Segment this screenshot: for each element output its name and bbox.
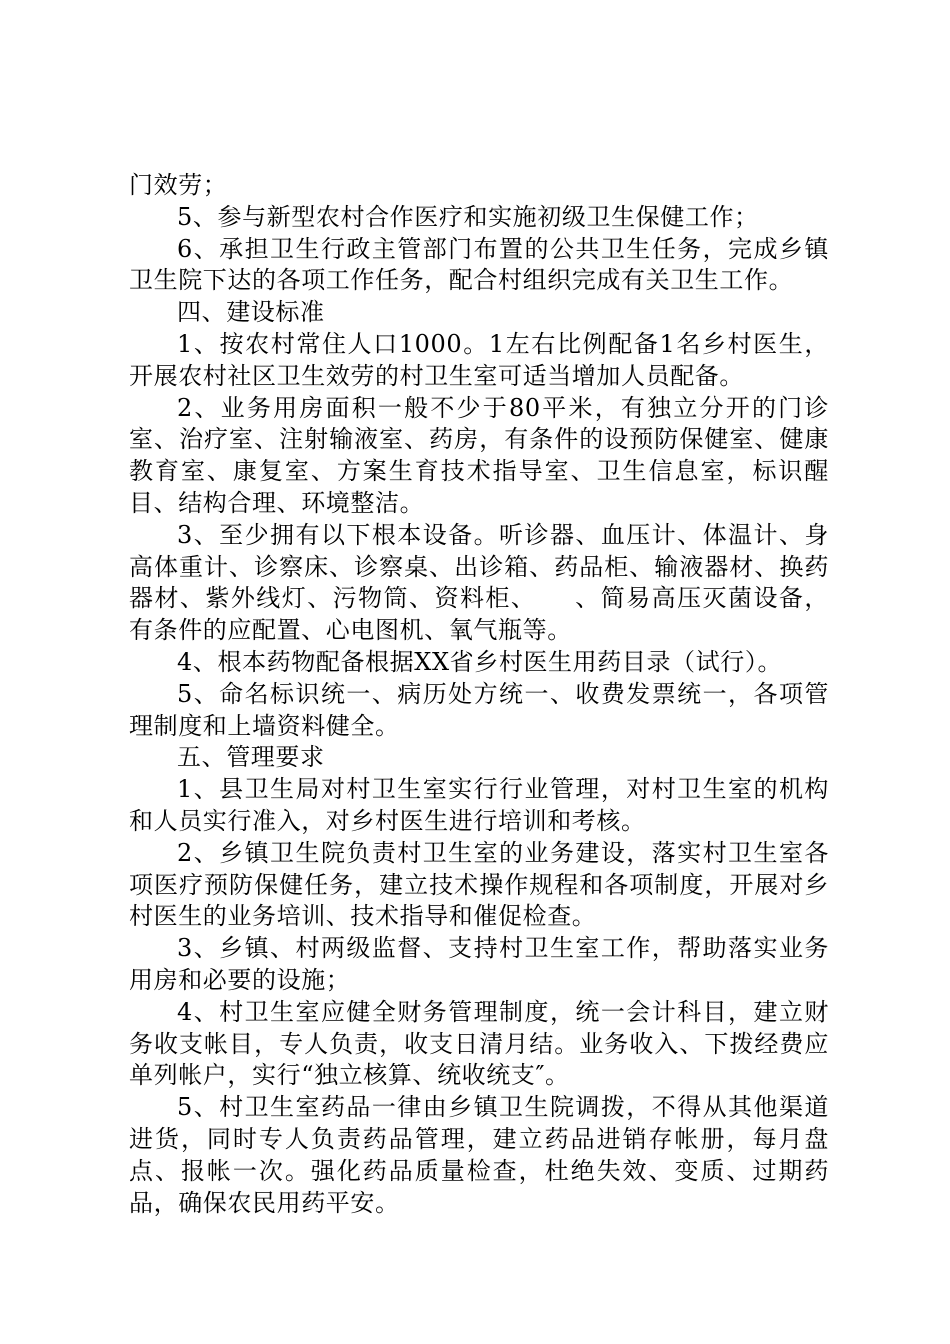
paragraph-standard-2: 2、业务用房面积一般不少于80平米，有独立分开的门诊室、治疗室、注射输液室、药房，有条件的设预防保健室、健康教育室、康复室、方案生育技术指导室、卫生信息室，标识醒目、结构合理、环境整洁。 xyxy=(129,393,829,517)
section-heading-4: 四、建设标准 xyxy=(177,298,325,327)
section-heading-5: 五、管理要求 xyxy=(177,743,325,772)
paragraph-standard-3: 3、至少拥有以下根本设备。听诊器、血压计、体温计、身高体重计、诊察床、诊察桌、出诊箱、药品柜、输液器材、换药器材、紫外线灯、污物筒、资料柜、 、简易高压灭菌设备，有条件的应配置、心电图机、氧气瓶等。 xyxy=(129,520,829,645)
paragraph-management-1: 1、县卫生局对村卫生室实行行业管理，对村卫生室的机构和人员实行准入，对乡村医生进行培训和考核。 xyxy=(129,775,829,835)
paragraph-management-2: 2、乡镇卫生院负责村卫生室的业务建设，落实村卫生室各项医疗预防保健任务，建立技术操作规程和各项制度，开展对乡村医生的业务培训、技术指导和催促检查。 xyxy=(129,838,829,931)
paragraph-standard-1: 1、按农村常住人口1000。1左右比例配备1名乡村医生，开展农村社区卫生效劳的村卫生室可适当增加人员配备。 xyxy=(129,329,829,390)
document-body xyxy=(129,170,829,1219)
paragraph-item-6: 6、承担卫生行政主管部门布置的公共卫生任务，完成乡镇卫生院下达的各项工作任务，配合村组织完成有关卫生工作。 xyxy=(129,234,829,295)
paragraph-management-3: 3、乡镇、村两级监督、支持村卫生室工作，帮助落实业务用房和必要的设施； xyxy=(129,934,829,994)
paragraph-continuation: 门效劳； xyxy=(129,171,228,199)
paragraph-item-5: 5、参与新型农村合作医疗和实施初级卫生保健工作； xyxy=(177,202,759,231)
paragraph-management-5: 5、村卫生室药品一律由乡镇卫生院调拨，不得从其他渠道进货，同时专人负责药品管理，建立药品进销存帐册，每月盘点、报帐一次。强化药品质量检查，杜绝失效、变质、过期药品，确保农民用药平安。 xyxy=(129,1093,829,1217)
paragraph-management-4: 4、村卫生室应健全财务管理制度，统一会计科目，建立财务收支帐目，专人负责，收支日清月结。业务收入、下拨经费应单列帐户，实行“独立核算、统收统支″。 xyxy=(129,997,829,1090)
paragraph-standard-4: 4、根本药物配备根据XX省乡村医生用药目录（试行）。 xyxy=(177,647,783,676)
paragraph-standard-5: 5、命名标识统一、病历处方统一、收费发票统一，各项管理制度和上墙资料健全。 xyxy=(129,679,829,740)
